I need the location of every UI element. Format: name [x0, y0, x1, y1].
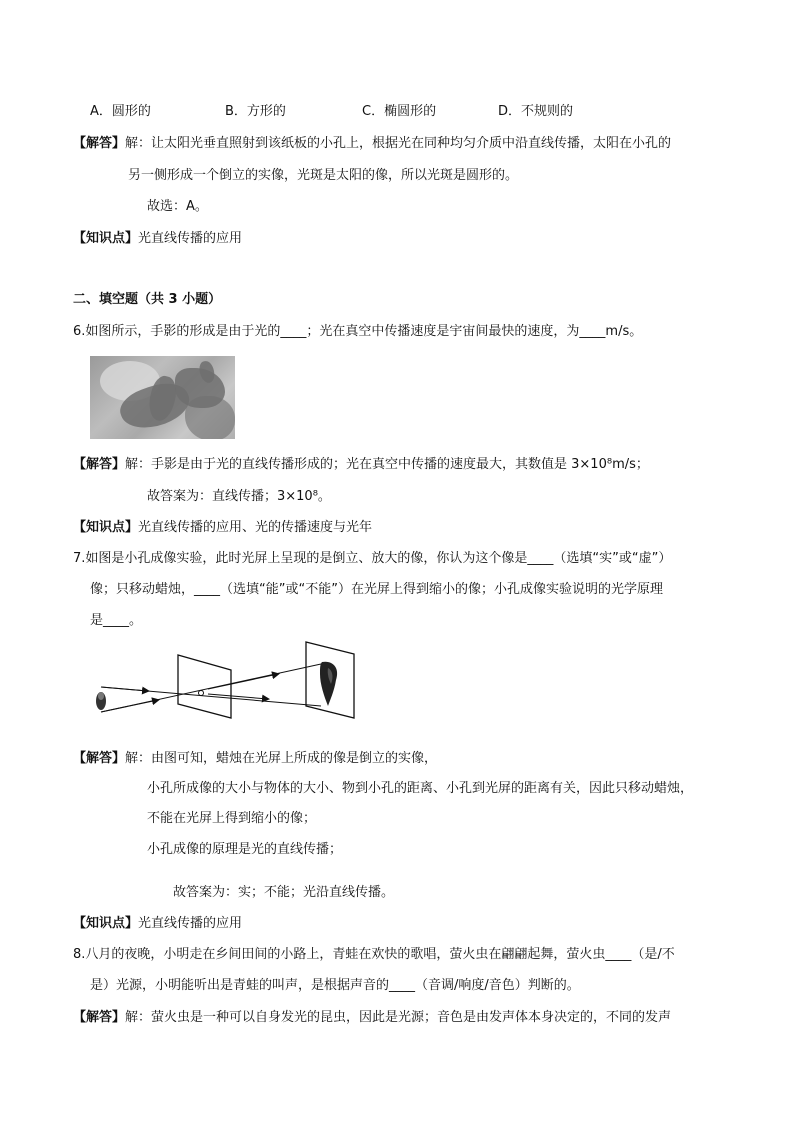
pinhole-plate — [178, 655, 231, 718]
section-title: 二、填空题（共 3 小题） — [73, 292, 222, 307]
q7-answer-line2: 小孔所成像的大小与物体的大小、物到小孔的距离、小孔到光屏的距离有关，因此只移动蜡烛， — [147, 781, 694, 796]
q5-choice: 故选：A。 — [147, 199, 208, 214]
q6-answer-line2: 故答案为：直线传播；3×10⁸。 — [147, 489, 331, 504]
q7-question-line2: 像；只移动蜡烛，____（选填“能”或“不能”）在光屏上得到缩小的像；小孔成像实验说明的光学原理 — [90, 582, 663, 597]
q7-answer-line1: 【解答】解：由图可知，蜡烛在光屏上所成的像是倒立的实像， — [73, 751, 438, 766]
q7-answer-line4: 小孔成像的原理是光的直线传播； — [147, 842, 343, 857]
q8-question-line2: 是）光源，小明能听出是青蛙的叫声，是根据声音的____（音调/响度/音色）判断的。 — [90, 978, 580, 993]
q5-option-c: C．椭圆形的 — [362, 104, 437, 119]
q5-option-d: D．不规则的 — [498, 104, 574, 119]
q6-knowledge-point: 【知识点】光直线传播的应用、光的传播速度与光年 — [73, 520, 373, 535]
pinhole — [199, 691, 204, 696]
answer-tag: 【解答】 — [73, 457, 126, 472]
answer-tag: 【解答】 — [73, 136, 126, 151]
hand-shadow-image — [90, 356, 235, 439]
q5-knowledge-point: 【知识点】光直线传播的应用 — [73, 231, 243, 246]
q6-answer-line1: 【解答】解：手影是由于光的直线传播形成的；光在真空中传播的速度最大，其数值是 3×10⁸m/s； — [73, 457, 649, 472]
knowledge-tag: 【知识点】 — [73, 520, 139, 535]
knowledge-tag: 【知识点】 — [73, 231, 139, 246]
q7-question-line3: 是____。 — [90, 613, 143, 628]
q5-answer-line2: 另一侧形成一个倒立的实像，光斑是太阳的像，所以光斑是圆形的。 — [128, 168, 519, 183]
q5-answer-line1: 【解答】解：让太阳光垂直照射到该纸板的小孔上，根据光在同种均匀介质中沿直线传播，太阳在小孔的 — [73, 136, 672, 151]
q8-question-line1: 8.八月的夜晚，小明走在乡间田间的小路上，青蛙在欢快的歌唱，萤火虫在翩翩起舞，萤火虫____（是/不 — [73, 947, 675, 962]
q8-answer-line1: 【解答】解：萤火虫是一种可以自身发光的昆虫，因此是光源；音色是由发声体本身决定的，不同的发声 — [73, 1010, 672, 1025]
inverted-candle-image — [320, 662, 337, 706]
q7-question-line1: 7.如图是小孔成像实验，此时光屏上呈现的是倒立、放大的像，你认为这个像是____（选填“实”或“虚”） — [73, 551, 672, 566]
pinhole-camera-diagram — [88, 640, 358, 722]
q7-knowledge-point: 【知识点】光直线传播的应用 — [73, 916, 243, 931]
answer-tag: 【解答】 — [73, 1010, 126, 1025]
q5-option-b: B．方形的 — [225, 104, 286, 119]
q5-option-a: A．圆形的 — [90, 104, 151, 119]
answer-tag: 【解答】 — [73, 751, 126, 766]
q7-answer-line3: 不能在光屏上得到缩小的像； — [147, 811, 317, 826]
knowledge-tag: 【知识点】 — [73, 916, 139, 931]
q7-answer-line5: 故答案为：实；不能；光沿直线传播。 — [173, 885, 395, 900]
candle-icon — [96, 692, 106, 710]
q6-question: 6.如图所示，手影的形成是由于光的____；光在真空中传播速度是宇宙间最快的速度，为____m/s。 — [73, 324, 643, 339]
